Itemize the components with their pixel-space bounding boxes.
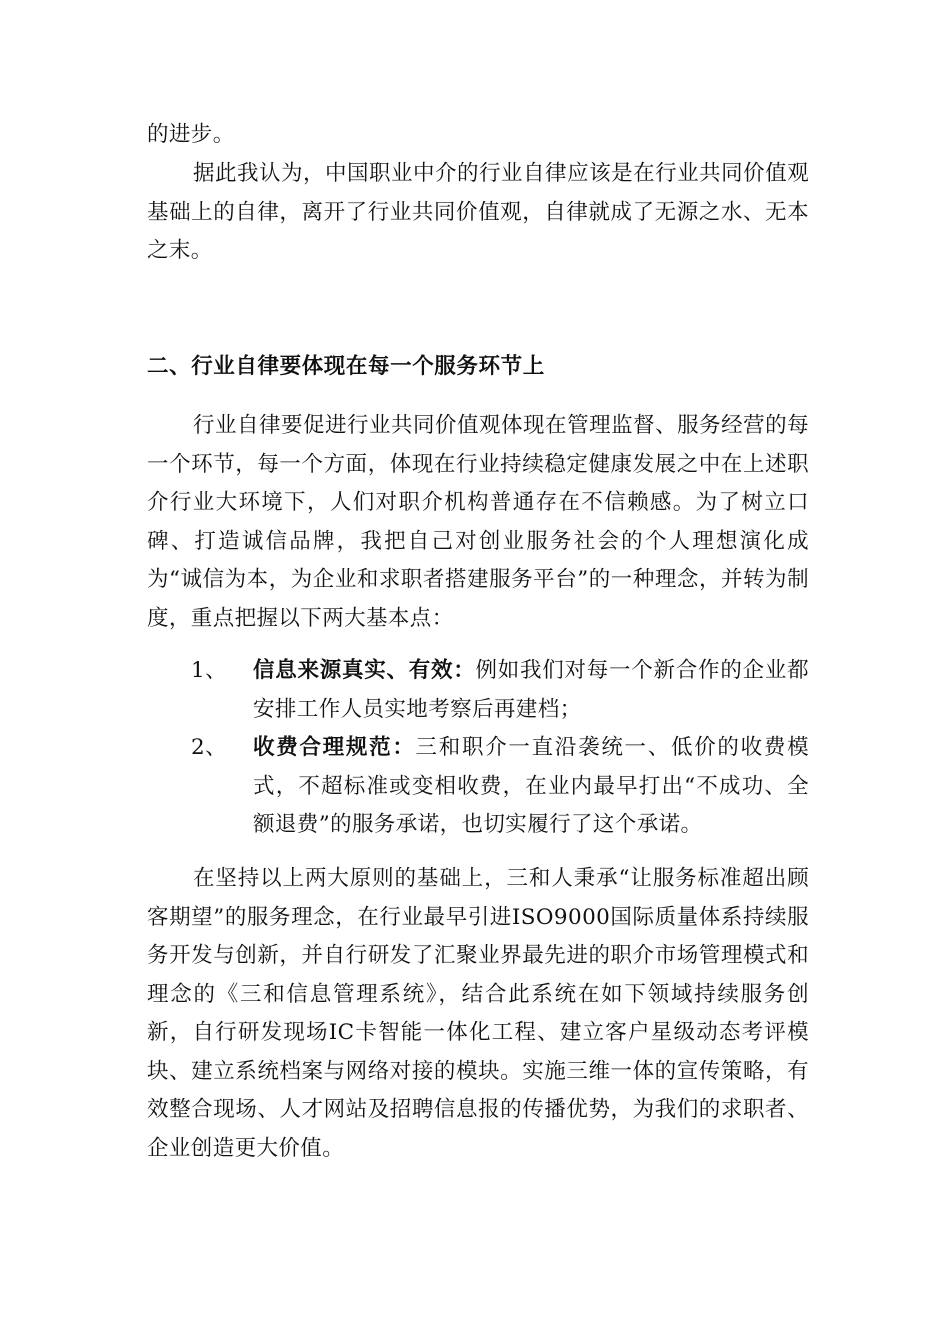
paragraph-self-discipline-view: 据此我认为，中国职业中介的行业自律应该是在行业共同价值观基础上的自律，离开了行业共同价值观，自律就成了无源之水、无本之末。 — [147, 161, 809, 263]
list-item — [147, 729, 809, 845]
list-item — [147, 652, 809, 729]
paragraph-core-values: 行业自律要促进行业共同价值观体现在管理监督、服务经营的每一个环节，每一个方面，体现在行业持续稳定健康发展之中在上述职介行业大环境下，人们对职介机构普通存在不信赖感。为了树立口碑、打造诚信品牌，我把自己对创业服务社会的个人理想演化成为“诚信为本，为企业和求职者搭建服务平台”的一种理念，并转为制度，重点把握以下两大基本点： — [147, 413, 809, 631]
list-term: 收费合理规范： — [253, 735, 416, 760]
section-heading: 二、行业自律要体现在每一个服务环节上 — [147, 354, 545, 379]
list-term: 信息来源真实、有效： — [253, 658, 476, 683]
list-text: 三和职介一直沿袭统一、低价的收费模式，不超标准或变相收费，在业内最早打出“不成功、全额退费”的服务承诺，也切实履行了这个承诺。 — [253, 735, 809, 837]
list-number: 2、 — [191, 735, 227, 760]
paragraph-service-innovation: 在坚持以上两大原则的基础上，三和人秉承“让服务标准超出顾客期望”的服务理念，在行业最早引进ISO9000国际质量体系持续服务开发与创新，并自行研发了汇聚业界最先进的职介市场管理模式和理念的《三和信息管理系统》，结合此系统在如下领域持续服务创新，自行研发现场IC卡智能一体化工程、建立客户星级动态考评模块、建立系统档案与网络对接的模块。实施三维一体的宣传策略，有效整合现场、人才网站及招聘信息报的传播优势，为我们的求职者、企业创造更大价值。 — [147, 866, 809, 1161]
paragraph-continuation: 的进步。 — [147, 122, 235, 147]
principles-list — [147, 652, 809, 845]
list-text: 例如我们对每一个新合作的企业都安排工作人员实地考察后再建档； — [253, 658, 809, 722]
list-number: 1、 — [191, 658, 227, 683]
